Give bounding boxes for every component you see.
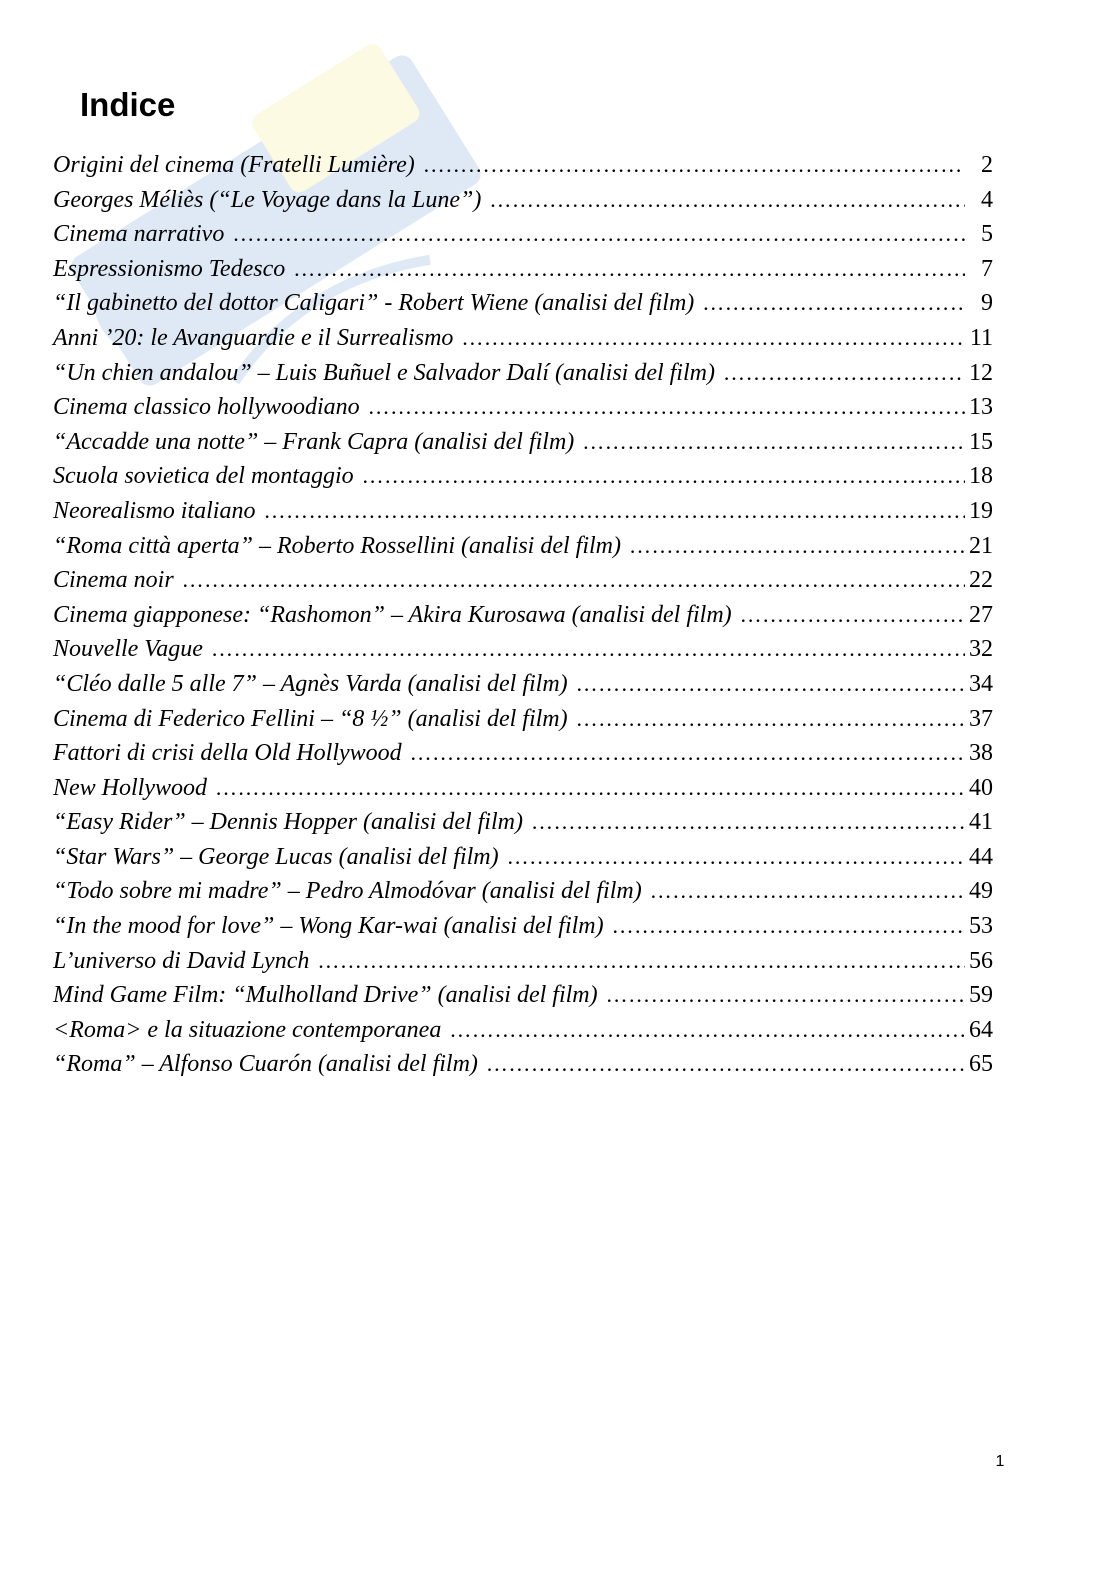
toc-entry-title: Mind Game Film: “Mulholland Drive” (analisi del film): [53, 982, 598, 1009]
toc-entry[interactable]: [53, 878, 993, 913]
toc-dot-leader: [531, 809, 965, 835]
toc-entry[interactable]: [53, 360, 993, 395]
toc-entry-title: “Todo sobre mi madre” – Pedro Almodóvar (analisi del film): [53, 878, 642, 905]
toc-entry-page: 21: [969, 532, 993, 559]
toc-entry-title: Cinema classico hollywoodiano: [53, 394, 360, 421]
toc-entry-title: “In the mood for love” – Wong Kar-wai (analisi del film): [53, 913, 604, 940]
toc-dot-leader: [232, 221, 965, 247]
toc-entry-title: <Roma> e la situazione contemporanea: [53, 1016, 442, 1043]
toc-dot-leader: [368, 394, 965, 420]
toc-entry[interactable]: [53, 740, 993, 775]
toc-entry-title: Georges Méliès (“Le Voyage dans la Lune”): [53, 186, 482, 213]
toc-entry-title: “Un chien andalou” – Luis Buñuel e Salvador Dalí (analisi del film): [53, 359, 715, 386]
toc-entry-page: 34: [969, 670, 993, 697]
toc-dot-leader: [182, 567, 965, 593]
toc-dot-leader: [486, 1051, 965, 1077]
toc-dot-leader: [702, 290, 965, 316]
toc-entry[interactable]: [53, 429, 993, 464]
toc-entry-title: “Roma città aperta” – Roberto Rossellini (analisi del film): [53, 532, 621, 559]
toc-entry[interactable]: [53, 706, 993, 741]
toc-dot-leader: [461, 325, 965, 351]
toc-entry-page: 59: [969, 982, 993, 1009]
toc-dot-leader: [576, 706, 965, 732]
toc-entry-page: 65: [969, 1051, 993, 1078]
toc-dot-leader: [263, 498, 965, 524]
toc-dot-leader: [507, 844, 965, 870]
toc-entry-page: 37: [969, 705, 993, 732]
toc-entry-page: 56: [969, 947, 993, 974]
toc-entry-page: 18: [969, 463, 993, 490]
toc-entry[interactable]: [53, 325, 993, 360]
toc-entry-page: 64: [969, 1016, 993, 1043]
toc-entry-page: 49: [969, 878, 993, 905]
toc-dot-leader: [629, 533, 965, 559]
toc-entry-page: 19: [969, 497, 993, 524]
toc-dot-leader: [582, 429, 965, 455]
toc-entry-title: “Easy Rider” – Dennis Hopper (analisi del film): [53, 809, 523, 836]
toc-dot-leader: [612, 913, 965, 939]
toc-entry[interactable]: [53, 152, 993, 187]
toc-dot-leader: [576, 671, 965, 697]
toc-entry-title: Cinema narrativo: [53, 221, 225, 248]
toc-dot-leader: [362, 463, 965, 489]
toc-entry[interactable]: [53, 982, 993, 1017]
toc-entry[interactable]: [53, 636, 993, 671]
toc-entry[interactable]: [53, 463, 993, 498]
page-number: 1: [995, 1453, 1005, 1470]
toc-entry[interactable]: [53, 256, 993, 291]
toc-entry-title: “Roma” – Alfonso Cuarón (analisi del film): [53, 1051, 478, 1078]
toc-entry-title: Cinema giapponese: “Rashomon” – Akira Kurosawa (analisi del film): [53, 601, 732, 628]
toc-entry-title: Cinema di Federico Fellini – “8 ½” (analisi del film): [53, 705, 568, 732]
toc-dot-leader: [606, 982, 965, 1008]
toc-entry-title: L’universo di David Lynch: [53, 947, 310, 974]
toc-entry[interactable]: [53, 567, 993, 602]
toc-dot-leader: [489, 187, 965, 213]
toc-entry-title: Neorealismo italiano: [53, 497, 256, 524]
toc-entry-page: 27: [969, 601, 993, 628]
table-of-contents: [53, 152, 993, 1086]
toc-entry-page: 32: [969, 636, 993, 663]
toc-entry-title: Cinema noir: [53, 567, 174, 594]
toc-dot-leader: [293, 256, 965, 282]
toc-dot-leader: [449, 1017, 965, 1043]
toc-entry-page: 9: [981, 290, 993, 317]
toc-entry-page: 15: [969, 428, 993, 455]
toc-entry[interactable]: [53, 809, 993, 844]
toc-dot-leader: [215, 775, 965, 801]
toc-entry[interactable]: [53, 602, 993, 637]
toc-entry[interactable]: [53, 913, 993, 948]
toc-entry-page: 12: [969, 359, 993, 386]
toc-entry-title: Scuola sovietica del montaggio: [53, 463, 354, 490]
toc-entry-page: 2: [981, 152, 993, 178]
toc-entry-page: 11: [969, 324, 993, 351]
toc-entry-page: 53: [969, 913, 993, 940]
toc-entry-title: Espressionismo Tedesco: [53, 255, 286, 282]
toc-entry-page: 7: [981, 255, 993, 282]
toc-entry-title: Nouvelle Vague: [53, 636, 203, 663]
toc-entry-title: “Star Wars” – George Lucas (analisi del film): [53, 843, 499, 870]
toc-entry-page: 41: [969, 809, 993, 836]
toc-entry[interactable]: [53, 948, 993, 983]
toc-entry[interactable]: [53, 498, 993, 533]
toc-entry-page: 40: [969, 774, 993, 801]
toc-entry-page: 4: [981, 186, 993, 213]
toc-entry[interactable]: [53, 394, 993, 429]
toc-entry[interactable]: [53, 1051, 993, 1086]
toc-dot-leader: [211, 636, 965, 662]
toc-dot-leader: [723, 360, 965, 386]
toc-entry[interactable]: [53, 671, 993, 706]
toc-entry-page: 22: [969, 567, 993, 594]
toc-entry-title: New Hollywood: [53, 774, 207, 801]
toc-entry-page: 38: [969, 740, 993, 767]
toc-entry[interactable]: [53, 1017, 993, 1052]
toc-entry-title: “Accadde una notte” – Frank Capra (analisi del film): [53, 428, 575, 455]
toc-entry[interactable]: [53, 221, 993, 256]
toc-dot-leader: [740, 602, 965, 628]
toc-dot-leader: [410, 740, 965, 766]
toc-entry-title: Origini del cinema (Fratelli Lumière): [53, 152, 415, 178]
toc-entry-page: 13: [969, 394, 993, 421]
page-title: Indice: [80, 86, 176, 123]
toc-entry-page: 44: [969, 843, 993, 870]
toc-entry-title: “Cléo dalle 5 alle 7” – Agnès Varda (analisi del film): [53, 670, 568, 697]
toc-entry[interactable]: [53, 290, 993, 325]
toc-entry-title: Fattori di crisi della Old Hollywood: [53, 740, 402, 767]
toc-entry[interactable]: [53, 533, 993, 568]
toc-entry-title: Anni ’20: le Avanguardie e il Surrealismo: [53, 324, 454, 351]
toc-entry-page: 5: [981, 221, 993, 248]
toc-entry[interactable]: [53, 844, 993, 879]
toc-dot-leader: [423, 152, 965, 178]
toc-entry[interactable]: [53, 775, 993, 810]
toc-dot-leader: [317, 948, 965, 974]
toc-entry[interactable]: [53, 187, 993, 222]
toc-entry-title: “Il gabinetto del dottor Caligari” - Robert Wiene (analisi del film): [53, 290, 695, 317]
toc-dot-leader: [650, 878, 965, 904]
